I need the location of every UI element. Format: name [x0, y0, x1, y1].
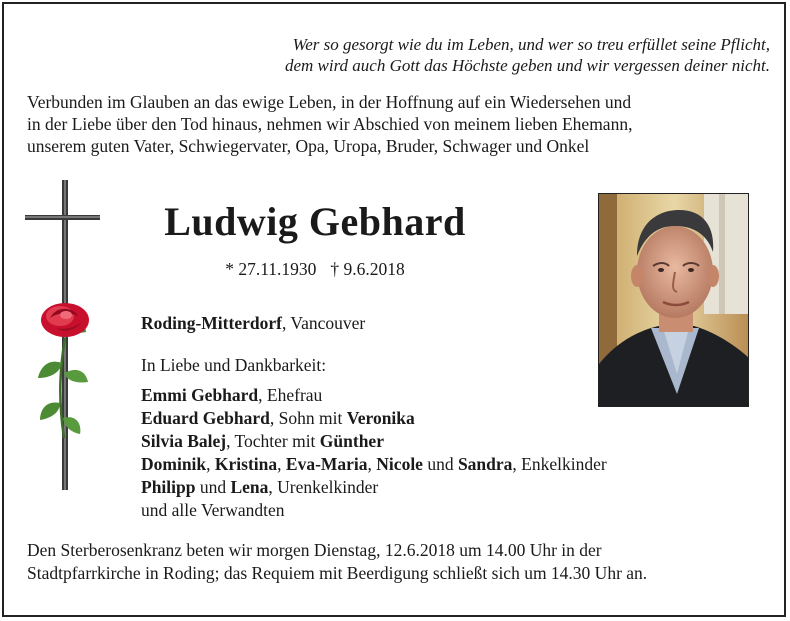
portrait-photo: [598, 193, 749, 407]
intro-line-1: Verbunden im Glauben an das ewige Leben, in der Hoffnung auf ein Wiedersehen und: [27, 92, 632, 112]
residence: Roding-Mitterdorf, Vancouver: [141, 313, 366, 333]
intro-line-2: in der Liebe über den Tod hinaus, nehmen wir Abschied von meinem lieben Ehemann,: [27, 114, 633, 134]
closing-line-1: Den Sterberosenkranz beten wir morgen Dienstag, 12.6.2018 um 14.00 Uhr in der: [27, 540, 602, 560]
mourner-line: und alle Verwandten: [141, 500, 285, 520]
quote-line-2: dem wird auch Gott das Höchste geben und wir vergessen deiner nicht.: [284, 56, 770, 75]
mourners-heading: In Liebe und Dankbarkeit:: [141, 355, 327, 375]
quote-line-1: Wer so gesorgt wie du im Leben, und wer so treu erfüllet seine Pflicht,: [292, 35, 770, 54]
mourner-line: Philipp und Lena, Urenkelkinder: [141, 477, 379, 497]
residence-place: Roding-Mitterdorf: [141, 313, 282, 333]
cross-with-rose-icon: [20, 178, 120, 498]
mourner-line: Silvia Balej, Tochter mit Günther: [141, 431, 384, 451]
closing-line-2: Stadtpfarrkirche in Roding; das Requiem mit Beerdigung schließt sich um 14.30 Uhr an.: [27, 563, 648, 583]
deceased-name: Ludwig Gebhard: [164, 199, 466, 244]
intro-line-3: unserem guten Vater, Schwiegervater, Opa, Uropa, Bruder, Schwager und Onkel: [27, 136, 590, 156]
life-dates: [140, 259, 490, 280]
mourner-line: Dominik, Kristina, Eva-Maria, Nicole und Sandra, Enkelkinder: [141, 454, 607, 474]
birth-date: * 27.11.1930: [225, 259, 317, 279]
mourner-line: Emmi Gebhard, Ehefrau: [141, 385, 323, 405]
death-date: † 9.6.2018: [330, 259, 405, 279]
mourner-line: Eduard Gebhard, Sohn mit Veronika: [141, 408, 415, 428]
